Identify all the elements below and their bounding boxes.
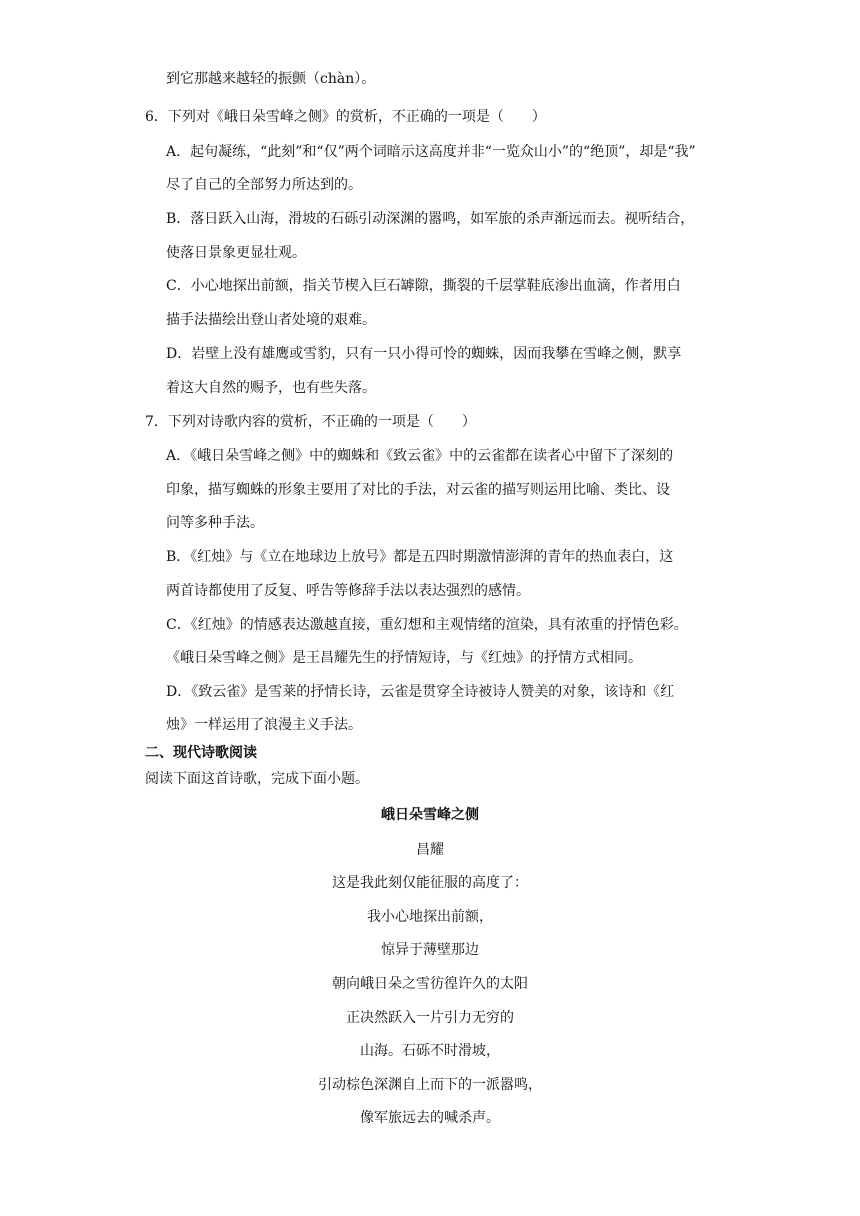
q7-option-a-line-3: 问等多种手法。 (166, 515, 264, 531)
q7-option-b-line-2: 两首诗都使用了反复、呼告等修辞手法以表达强烈的感情。 (166, 583, 530, 599)
q7-option-b-line-1: B．《红烛》与《立在地球边上放号》都是五四时期激情澎湃的青年的热血表白，这 (166, 549, 674, 565)
poem-line: 我小心地探出前额， (367, 909, 493, 925)
section-instruction: 阅读下面这首诗歌，完成下面小题。 (145, 771, 369, 787)
poem-line: 正决然跃入一片引力无穷的 (346, 1010, 514, 1026)
poem-title: 峨日朵雪峰之侧 (381, 807, 479, 823)
q6-option-c-line-2: 描手法描绘出登山者处境的艰难。 (166, 312, 376, 328)
carry-over-line: 到它那越来越轻的振颤（chàn）。 (166, 71, 376, 87)
q7-option-a-line-2: 印象，描写蜘蛛的形象主要用了对比的手法，对云雀的描写则运用比喻、类比、设 (166, 482, 670, 498)
q7-option-d-line-2: 烛》一样运用了浪漫主义手法。 (166, 717, 362, 733)
q7-option-a-line-1: A．《峨日朵雪峰之侧》中的蜘蛛和《致云雀》中的云雀都在读者心中留下了深刻的 (166, 448, 674, 464)
poem-line: 这是我此刻仅能征服的高度了： (332, 875, 528, 891)
q6-option-b-line-2: 使落日景象更显壮观。 (166, 245, 306, 261)
q6-option-c-line-1: C．小心地探出前额，指关节楔入巨石罅隙，撕裂的千层掌鞋底渗出血滴，作者用白 (166, 278, 681, 294)
poem-author: 昌耀 (416, 842, 444, 858)
poem-line: 像军旅远去的喊杀声。 (360, 1110, 500, 1126)
q7-option-d-line-1: D．《致云雀》是雪莱的抒情长诗，云雀是贯穿全诗被诗人赞美的对象，该诗和《红 (166, 684, 675, 700)
q6-option-d-line-2: 着这大自然的赐予，也有些失落。 (166, 380, 376, 396)
q6-option-a-line-1: A．起句凝练，“此刻”和“仅”两个词暗示这高度并非“一览众山小”的“绝顶”，却是“我” (166, 144, 696, 160)
question-7-stem: 7．下列对诗歌内容的赏析，不正确的一项是（ ） (145, 414, 476, 430)
q7-option-c-line-2: 《峨日朵雪峰之侧》是王昌耀先生的抒情短诗，与《红烛》的抒情方式相同。 (166, 650, 642, 666)
q6-option-d-line-1: D．岩壁上没有雄鹰或雪豹，只有一只小得可怜的蜘蛛，因而我攀在雪峰之侧，默享 (166, 346, 682, 362)
poem-line: 朝向峨日朵之雪彷徨许久的太阳 (332, 976, 528, 992)
question-6-stem: 6．下列对《峨日朵雪峰之侧》的赏析，不正确的一项是（ ） (145, 109, 546, 125)
section-heading: 二、现代诗歌阅读 (145, 745, 257, 761)
q6-option-b-line-1: B．落日跃入山海，滑坡的石砾引动深渊的嚣鸣，如军旅的杀声渐远而去。视听结合， (166, 211, 695, 227)
poem-line: 引动棕色深渊自上而下的一派嚣鸣， (318, 1077, 542, 1093)
q7-option-c-line-1: C．《红烛》的情感表达激越直接，重幻想和主观情绪的渲染，具有浓重的抒情色彩。 (166, 617, 688, 633)
q6-option-a-line-2: 尽了自己的全部努力所达到的。 (166, 177, 362, 193)
poem-line: 山海。石砾不时滑坡， (360, 1043, 500, 1059)
poem-line: 惊异于薄壁那边 (381, 942, 479, 958)
